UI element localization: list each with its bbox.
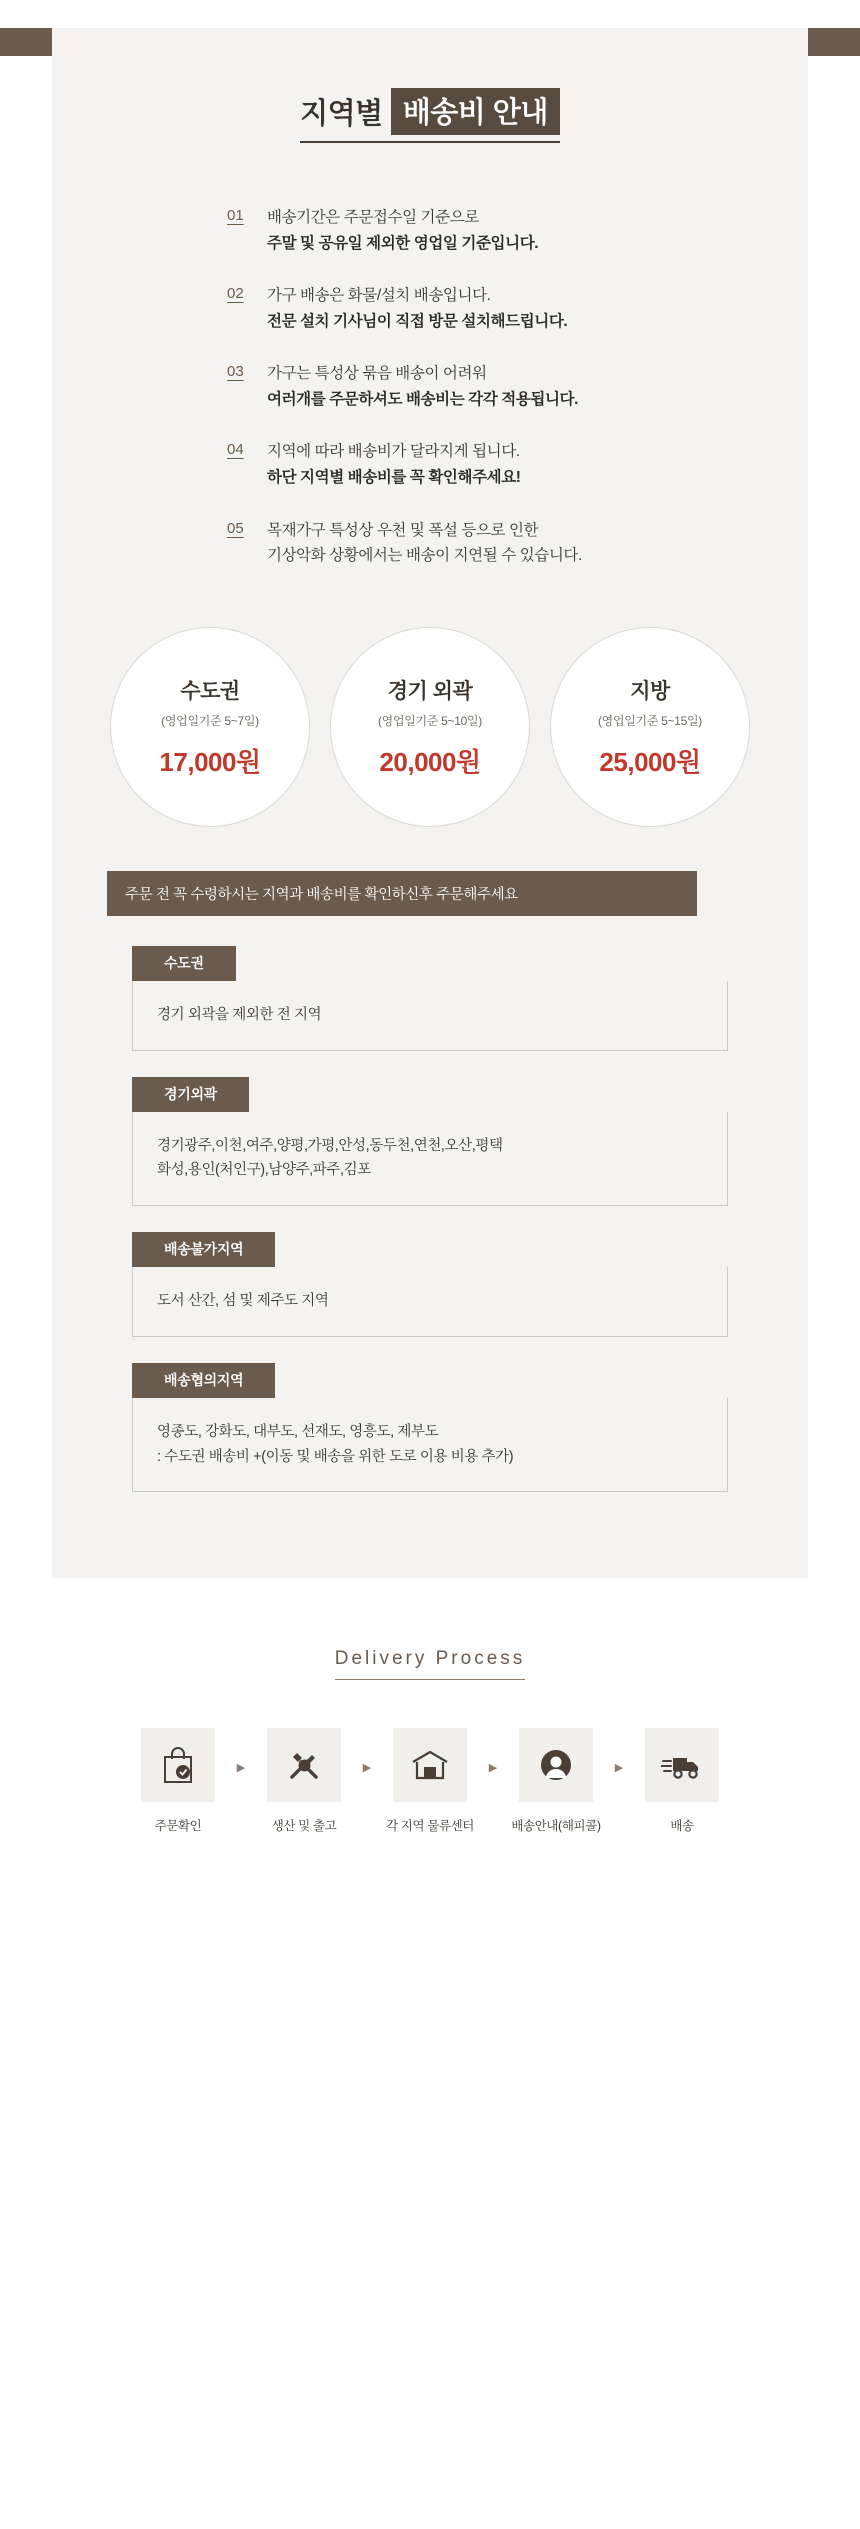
region-line: 화성,용인(처인구),남양주,파주,김포	[157, 1162, 371, 1179]
region-body	[132, 1267, 728, 1337]
notice-number: 04	[227, 441, 244, 459]
page-title-underline	[300, 88, 560, 143]
notice-number: 05	[227, 519, 244, 537]
process-step-happycall	[504, 1728, 608, 1834]
process-step-label: 각 지역 물류센터	[386, 1819, 474, 1834]
process-arrow-icon: ▶	[488, 1762, 498, 1775]
list-item	[227, 518, 667, 569]
process-arrow-icon: ▶	[236, 1762, 246, 1775]
page-title	[52, 88, 808, 143]
fee-circle-price: 25,000원	[599, 746, 701, 777]
region-block-undeliverable	[132, 1232, 728, 1337]
process-arrow-icon: ▶	[614, 1762, 624, 1775]
notice-line: 여러개를 주문하셔도 배송비는 각각 적용됩니다.	[267, 390, 578, 408]
region-block-metropolitan	[132, 946, 728, 1051]
process-step-production	[252, 1728, 356, 1834]
fee-circle-gyeonggi-outer	[330, 627, 530, 827]
region-blocks	[132, 946, 728, 1493]
info-panel	[52, 28, 808, 1578]
delivery-process-title: Delivery Process	[335, 1648, 526, 1680]
region-line: 경기광주,이천,여주,양평,가평,안성,동두천,연천,오산,평택	[157, 1137, 503, 1154]
notice-line: 배송기간은 주문접수일 기준으로	[267, 209, 479, 226]
region-tag: 배송협의지역	[132, 1363, 275, 1398]
list-item	[227, 439, 667, 490]
fee-circle-subtitle: (영업일기준 5~7일)	[161, 713, 259, 728]
process-step-label: 배송안내(해피콜)	[511, 1819, 601, 1834]
region-body	[132, 1398, 728, 1492]
headset-agent-icon	[519, 1728, 593, 1802]
page-title-highlight: 배송비 안내	[391, 88, 560, 135]
notice-line: 지역에 따라 배송비가 달라지게 됩니다.	[267, 443, 520, 461]
process-step-delivery	[630, 1728, 734, 1834]
notice-text	[267, 361, 667, 412]
delivery-process-section	[0, 1648, 860, 1834]
fee-circle-price: 20,000원	[379, 746, 481, 777]
fee-circle-province	[550, 627, 750, 827]
region-line: : 수도권 배송비 +(이동 및 배송을 위한 도로 이용 비용 추가)	[157, 1448, 514, 1465]
fee-circle-metropolitan	[110, 627, 310, 827]
region-body	[132, 1112, 728, 1206]
process-arrow-icon: ▶	[362, 1762, 372, 1775]
notice-line: 주말 및 공유일 제외한 영업일 기준입니다.	[267, 234, 539, 252]
notice-text	[267, 518, 667, 569]
fee-circle-subtitle: (영업일기준 5~10일)	[377, 713, 482, 728]
delivery-truck-icon	[645, 1728, 719, 1802]
shopping-bag-icon	[141, 1728, 215, 1802]
fee-circle-title: 수도권	[180, 679, 240, 703]
delivery-process-steps	[0, 1728, 860, 1834]
list-item	[227, 283, 667, 334]
region-block-gyeonggi-outer	[132, 1077, 728, 1206]
warehouse-icon	[393, 1728, 467, 1802]
delivery-info-page	[0, 28, 860, 1874]
region-line: 영종도, 강화도, 대부도, 선재도, 영흥도, 제부도	[157, 1423, 439, 1440]
region-tag: 배송불가지역	[132, 1232, 275, 1267]
fee-circle-subtitle: (영업일기준 5~15일)	[597, 713, 702, 728]
region-block-negotiable	[132, 1363, 728, 1492]
notice-line: 하단 지역별 배송비를 꼭 확인해주세요!	[267, 468, 521, 486]
notice-number: 01	[227, 207, 244, 224]
notice-line: 목재가구 특성상 우천 및 폭설 등으로 인한	[267, 521, 539, 539]
region-tag: 경기외곽	[132, 1077, 249, 1112]
list-item	[227, 361, 667, 412]
notice-text	[267, 283, 667, 334]
region-line: 경기 외곽을 제외한 전 지역	[157, 1006, 322, 1023]
process-step-logistics	[378, 1728, 482, 1834]
process-step-label: 주문확인	[154, 1819, 202, 1834]
process-step-label: 배송	[670, 1819, 694, 1834]
page-title-normal: 지역별	[300, 98, 383, 130]
fee-circle-title: 지방	[630, 679, 670, 703]
notice-text	[267, 205, 667, 256]
list-item	[227, 205, 667, 256]
callout-banner: 주문 전 꼭 수령하시는 지역과 배송비를 확인하신후 주문해주세요	[107, 871, 697, 916]
region-tag: 수도권	[132, 946, 236, 981]
notice-text	[267, 439, 667, 490]
notice-line: 가구 배송은 화물/설치 배송입니다.	[267, 287, 491, 305]
fee-circle-price: 17,000원	[159, 746, 261, 777]
notice-number: 02	[227, 285, 244, 303]
notice-line: 가구는 특성상 묶음 배송이 어려워	[267, 365, 487, 383]
process-step-order	[126, 1728, 230, 1834]
region-body	[132, 981, 728, 1051]
notice-line: 기상악화 상황에서는 배송이 지연될 수 있습니다.	[267, 547, 582, 565]
fee-circle-title: 경기 외곽	[387, 679, 473, 703]
notice-list	[227, 205, 667, 569]
process-step-label: 생산 및 출고	[271, 1819, 337, 1834]
tools-icon	[267, 1728, 341, 1802]
notice-number: 03	[227, 363, 244, 381]
region-line: 도서 산간, 섬 및 제주도 지역	[157, 1292, 329, 1309]
notice-line: 전문 설치 기사님이 직접 방문 설치해드립니다.	[267, 312, 568, 330]
shipping-fee-circles	[52, 627, 808, 837]
